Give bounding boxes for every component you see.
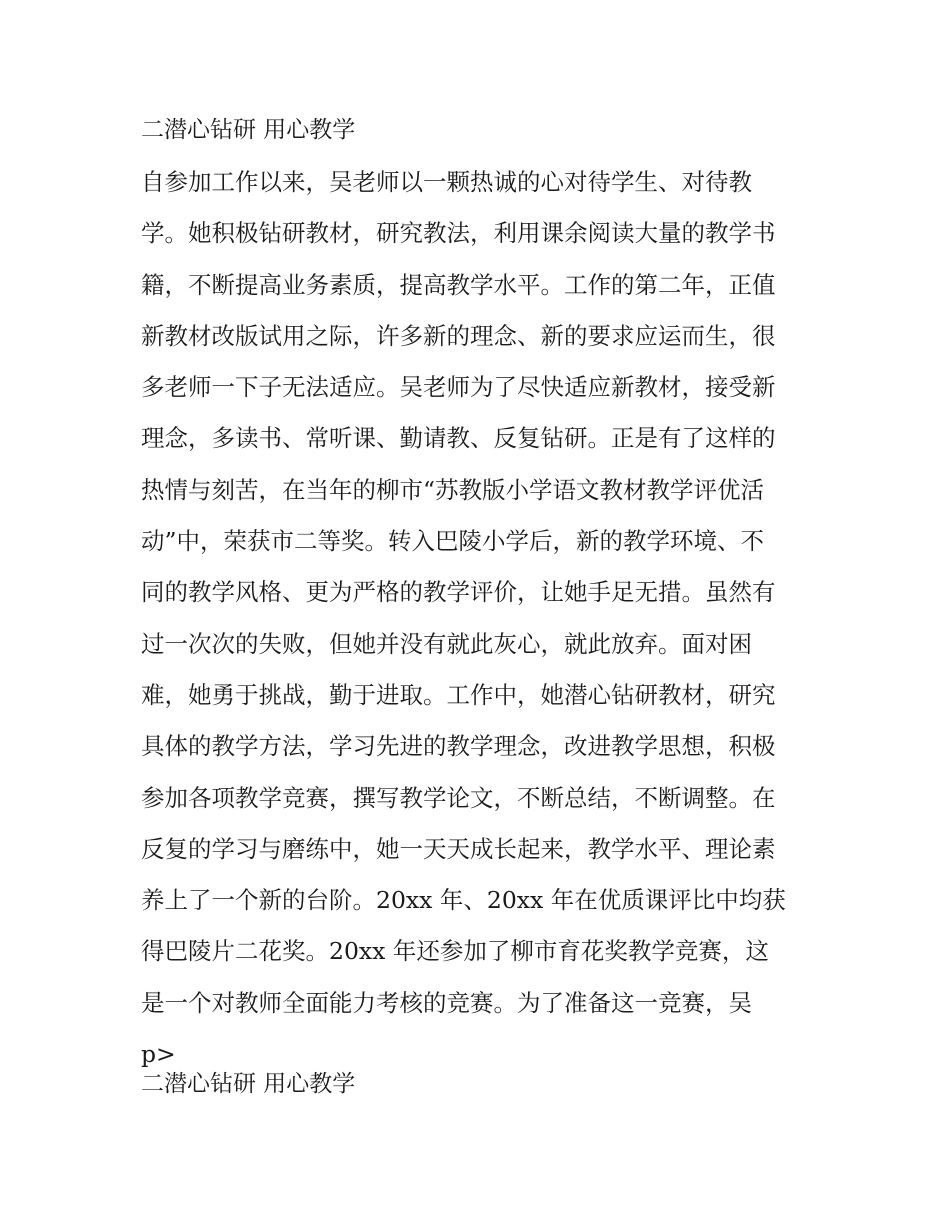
text-line: 自参加工作以来，吴老师以一颗热诚的心对待学生、对待教: [141, 168, 752, 196]
section-heading: 二潜心钻研 用心教学: [141, 117, 356, 143]
text-line: 热情与刻苦，在当年的柳市“苏教版小学语文教材教学评优活: [141, 475, 765, 504]
text-line: 得巴陵片二花奖。20xx 年还参加了柳市育花奖教学竞赛，这: [141, 937, 769, 966]
body-paragraph: [141, 162, 821, 1085]
text-line: 多老师一下子无法适应。吴老师为了尽快适应新教材，接受新: [141, 373, 776, 402]
text-line: p>: [141, 1040, 176, 1069]
text-line: 学。她积极钻研教材，研究教法，利用课余阅读大量的教学书: [141, 219, 776, 248]
text-line: 养上了一个新的台阶。20xx 年、20xx 年在优质课评比中均获: [141, 886, 786, 915]
text-line: 动”中，荣获市二等奖。转入巴陵小学后，新的教学环境、不: [141, 527, 765, 556]
text-line: 过一次次的失败，但她并没有就此灰心，就此放弃。面对困: [141, 629, 752, 658]
text-line: 新教材改版试用之际，许多新的理念、新的要求应运而生，很: [141, 321, 776, 350]
text-line: 同的教学风格、更为严格的教学评价，让她手足无措。虽然有: [141, 578, 776, 607]
text-line: 具体的教学方法，学习先进的教学理念，改进教学思想，积极: [141, 732, 776, 761]
section-heading-repeat: 二潜心钻研 用心教学: [141, 1071, 356, 1097]
text-line: 难，她勇于挑战，勤于进取。工作中，她潜心钻研教材，研究: [141, 680, 776, 709]
text-line: 参加各项教学竞赛，撰写教学论文，不断总结，不断调整。在: [141, 783, 776, 812]
text-line: 理念，多读书、常听课、勤请教、反复钻研。正是有了这样的: [141, 424, 776, 453]
text-line: 是一个对教师全面能力考核的竞赛。为了准备这一竞赛，吴: [141, 988, 752, 1017]
text-line: 反复的学习与磨练中，她一天天成长起来，教学水平、理论素: [141, 834, 776, 863]
text-line: 籍，不断提高业务素质，提高教学水平。工作的第二年，正值: [141, 270, 776, 299]
